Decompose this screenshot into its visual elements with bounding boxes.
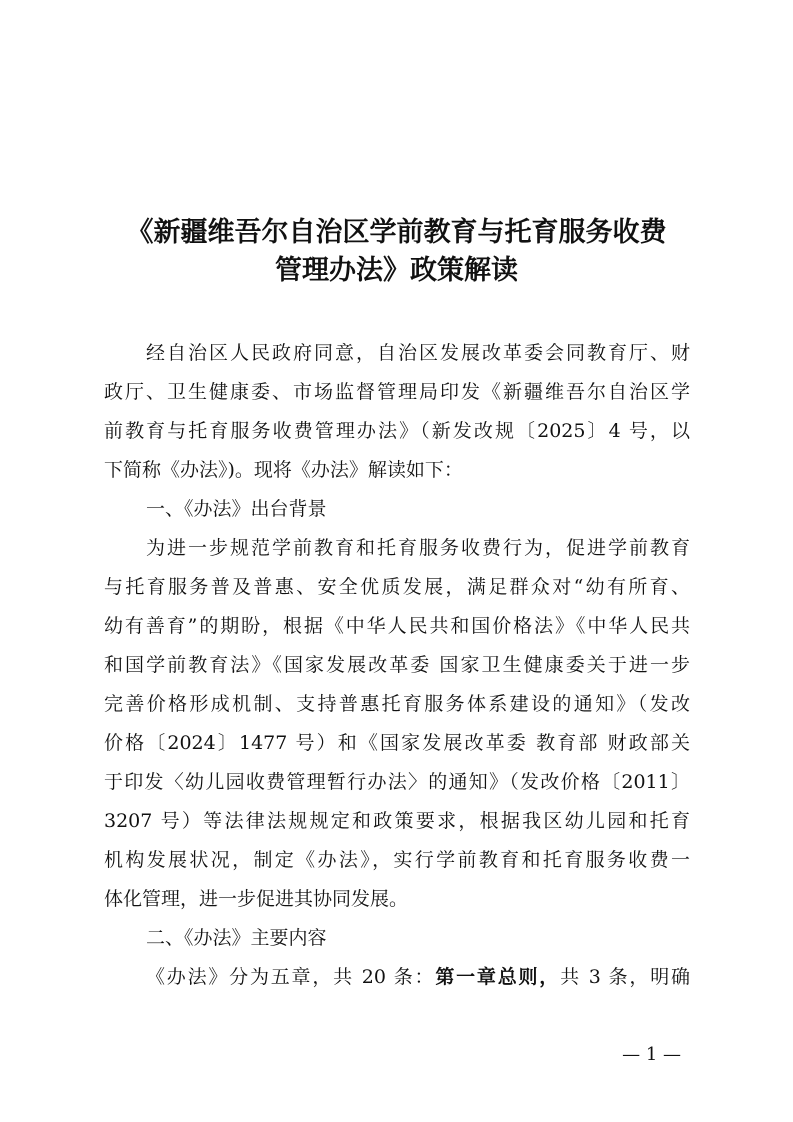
document-title-line-1: 《新疆维吾尔自治区学前教育与托育服务收费: [126, 217, 667, 248]
section-1-line: 体化管理，进一步促进其协同发展。: [104, 888, 409, 910]
page-number: — 1 —: [622, 1044, 681, 1065]
section-2-line: [146, 962, 690, 992]
section-2-text: 共 3 条，明确: [560, 966, 690, 988]
section-1-line: 和国学前教育法》《国家发展改革委 国家卫生健康委关于进一步: [104, 654, 690, 676]
intro-line: 前教育与托育服务收费管理办法》（新发改规〔2025〕4 号，以: [104, 420, 690, 442]
section-1-line: 幼有善育”的期盼，根据《中华人民共和国价格法》《中华人民共: [104, 615, 690, 637]
section-2-text: 《办法》分为五章，共 20 条：: [146, 966, 436, 988]
section-1-line: 价格〔2024〕1477 号）和《国家发展改革委 教育部 财政部关: [104, 732, 690, 754]
intro-line: 下简称《办法》)。现将《办法》解读如下：: [104, 459, 463, 481]
section-2-heading: 二、《办法》主要内容: [146, 927, 327, 949]
section-1-line: 机构发展状况，制定《办法》，实行学前教育和托育服务收费一: [104, 849, 690, 871]
intro-line: 经自治区人民政府同意，自治区发展改革委会同教育厅、财: [146, 342, 690, 364]
section-1-line: 3207 号）等法律法规规定和政策要求，根据我区幼儿园和托育: [104, 810, 690, 832]
section-1-heading: 一、《办法》出台背景: [146, 498, 327, 520]
section-1-line: 为进一步规范学前教育和托育服务收费行为，促进学前教育: [146, 537, 690, 559]
intro-line: 政厅、卫生健康委、市场监督管理局印发《新疆维吾尔自治区学: [104, 381, 690, 403]
section-1-line: 于印发〈幼儿园收费管理暂行办法〉的通知》（发改价格〔2011〕: [104, 771, 690, 793]
document-title-line-2: 管理办法》政策解读: [275, 255, 518, 286]
section-1-line: 与托育服务普及普惠、安全优质发展，满足群众对“幼有所育、: [104, 576, 690, 598]
section-2-bold-text: 第一章总则，: [435, 966, 561, 988]
section-1-line: 完善价格形成机制、支持普惠托育服务体系建设的通知》（发改: [104, 693, 690, 715]
